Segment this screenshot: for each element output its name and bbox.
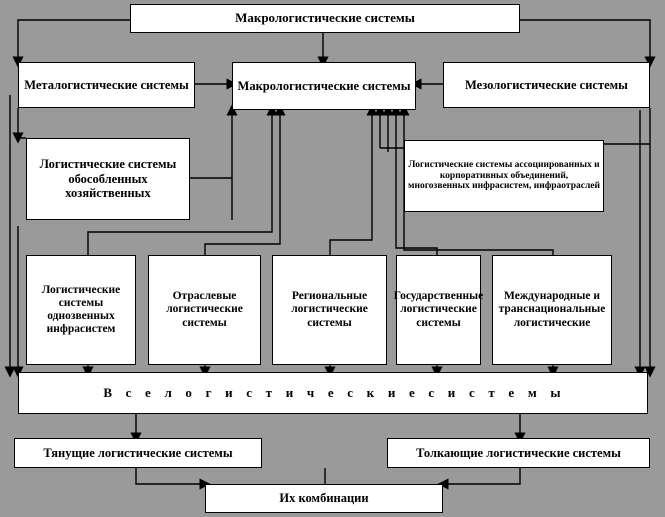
box-macro-systems: Макрологистические системы (232, 62, 416, 110)
box-pull-systems: Тянущие логистические системы (14, 438, 262, 468)
box-all-logistics-systems: В с е л о г и с т и ч е с к и е с и с т е м ы (18, 372, 648, 414)
box-column-international: Международные и транснациональные логистические (492, 255, 612, 365)
box-column-single-link: Логистические системы однозвенных инфрасистем (26, 255, 136, 365)
box-column-state: Государственные логистические системы (396, 255, 481, 365)
box-top-macro-systems: Макрологистические системы (130, 4, 520, 33)
box-meso-systems: Мезологистические системы (443, 62, 650, 108)
box-meta-systems: Металогистические системы (18, 62, 195, 108)
box-column-branch: Отраслевые логистические системы (148, 255, 261, 365)
box-column-regional: Региональные логистические системы (272, 255, 387, 365)
box-associated-systems: Логистические системы ассоциированных и корпоративных объединений, многозвенных инфрасистем, инфраотраслей (404, 140, 604, 212)
box-isolated-systems: Логистические системы обособленных хозяйственных (26, 138, 190, 220)
box-combinations: Их комбинации (205, 484, 443, 513)
box-push-systems: Толкающие логистические системы (387, 438, 650, 468)
